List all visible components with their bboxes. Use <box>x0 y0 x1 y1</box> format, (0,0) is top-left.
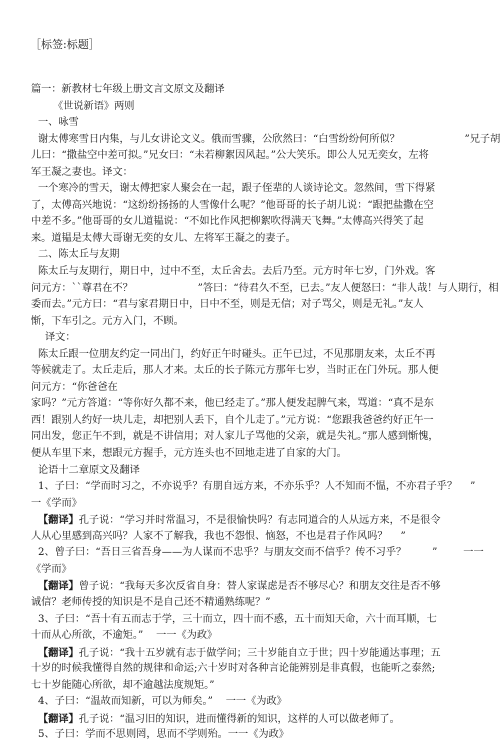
text-line: 2、曾子曰：“吾日三省吾身——为人谋而不忠乎？与朋友交而不信乎？传不习乎？ ” 一一 <box>38 547 484 559</box>
text-line: 家吗？”元方答道：“等你好久都不来，他已经走了。”那人便发起脾气来，骂道：“真不是东 <box>31 398 434 410</box>
text-line: 篇一：新教材七年级上册文言文原文及翻译 <box>31 84 225 95</box>
text-line <box>0 578 500 595</box>
text-line: 了，太傅高兴地说：“这纷纷扬扬的人雪像什么呢？”他哥哥的长子胡儿说：“跟把盐撒在空 <box>31 199 434 211</box>
text-line: 西！跟别人约好一块儿走，却把别人丢下，自个儿走了。”元方说：“您跟我爸爸约好正午一 <box>31 414 434 426</box>
text-line: 陈太丘跟一位朋友约定一同出门，约好正午时碰头。正午已过，不见那朋友来，太丘不再 <box>38 348 436 360</box>
text-line: 委而去。”元方曰：“君与家君期日中，日中不至，则是无信；对子骂父，则是无礼。”友人 <box>31 299 424 311</box>
text-line: 二、陈太丘与友期 <box>38 249 120 261</box>
text-line: 十而从心所欲，不逾矩。” 一一《为政》 <box>31 630 218 642</box>
text-line <box>0 645 500 662</box>
translation-label: 【翻译】 <box>38 646 79 659</box>
document-body <box>0 82 500 744</box>
tag-line: ［标签:标题］ <box>30 38 100 51</box>
text-line: 七十岁能随心所欲，却不逾越法度规矩。” <box>31 679 215 691</box>
text-line: 诚信？老师传授的知识是不是自己还不精通熟练呢？” <box>31 596 271 608</box>
line-text: 孔子说：“温习旧的知识，进而懂得新的知识，这样的人可以做老师了。 <box>78 713 400 725</box>
text-line: 陈太丘与友期行，期日中，过中不至，太丘舍去。去后乃至。元方时年七岁，门外戏。客 <box>38 266 436 278</box>
text-line: 谢太傅寒雪日内集，与儿女讲论文义。俄而雪骤，公欣然曰：“白雪纷纷何所似？ ”兄子胡 <box>38 133 500 145</box>
text-line: 军王凝之妻也。译文： <box>31 166 133 178</box>
text-line: 来。道韫是太傅大哥谢无奕的女儿、左将军王凝之的妻子。 <box>31 232 296 244</box>
text-line: 译文： <box>45 332 76 344</box>
text-line: 一、咏雪 <box>38 117 79 129</box>
text-line: 5、子曰：学而不思则罔，思而不学则殆。一一《为政》 <box>38 729 289 741</box>
text-line <box>0 512 500 529</box>
translation-label: 【翻译】 <box>38 712 79 725</box>
text-line: 十岁的时候我懂得自然的规律和命运;六十岁时对各种言论能辨别是非真假，也能听之泰然; <box>31 663 436 675</box>
text-line: 问元方：``尊君在不？ ”答曰：“待君久不至，已去。”友人便怒曰：“非人哉！与人期行，相 <box>31 282 499 294</box>
text-line: 一个寒冷的雪天，谢太傅把家人聚会在一起，跟子侄辈的人谈诗论文。忽然间，雪下得紧 <box>38 183 436 195</box>
text-line: 4、子曰：“温故而知新，可以为师矣。” 一一《为政》 <box>38 696 287 708</box>
text-line: 论语十二章原文及翻译 <box>38 464 140 476</box>
text-line: 等候就走了。太丘走后，那人才来。太丘的长子陈元方那年七岁，当时正在门外玩。那人便 <box>31 365 439 377</box>
text-line: 人从心里感到高兴吗？人家不了解我，我也不怨恨、恼怒，不也是君子作风吗？ ” <box>31 530 406 542</box>
line-text: 孔子说：“我十五岁就有志于做学问；三十岁能自立于世；四十岁能通达事理；五 <box>78 647 441 659</box>
text-line: 同出发，您正午不到，就是不讲信用；对人家儿子骂他的父亲，就是失礼。”那人感到惭愧， <box>31 431 439 443</box>
line-text: 孔子说：“学习并时常温习，不是很愉快吗？有志同道合的人从远方来，不是很令 <box>78 515 441 527</box>
text-line: 《学而》 <box>31 563 72 575</box>
translation-label: 【翻译】 <box>38 580 79 593</box>
text-line: 问元方：“你爸爸在 <box>31 381 118 393</box>
line-text: 曾子说：“我每天多次反省自身：替人家谋虑是否不够尽心？和朋友交往是否不够 <box>78 581 441 593</box>
text-line: 儿曰：“撒盐空中差可拟。”兄女曰：“未若柳絮因风起。”公大笑乐。即公人兄无奕女，左将 <box>31 150 429 162</box>
text-line: 《世说新语》两则 <box>53 100 135 112</box>
text-line: 中差不多。”他哥哥的女儿道韫说：“不如比作风把柳絮吹得满天飞舞。”太傅高兴得笑了起 <box>31 216 424 228</box>
text-line: 一《学而》 <box>31 497 82 509</box>
text-line: 惭，下车引之。元方入门，不顾。 <box>31 315 184 327</box>
text-line: 3、子曰：“吾十有五而志于学，三十而立，四十而不惑，五十而知天命，六十而耳顺，七 <box>38 613 437 625</box>
translation-label: 【翻译】 <box>38 514 79 527</box>
text-line: 便从车里下来，想跟元方握手，元方连头也不回地走进了自家的大门。 <box>31 448 347 460</box>
text-line <box>0 711 500 728</box>
text-line: 1、子曰：“学而时习之，不亦说乎？有朋自远方来，不亦乐乎？人不知而不愠，不亦君子乎？ ” <box>38 481 476 493</box>
